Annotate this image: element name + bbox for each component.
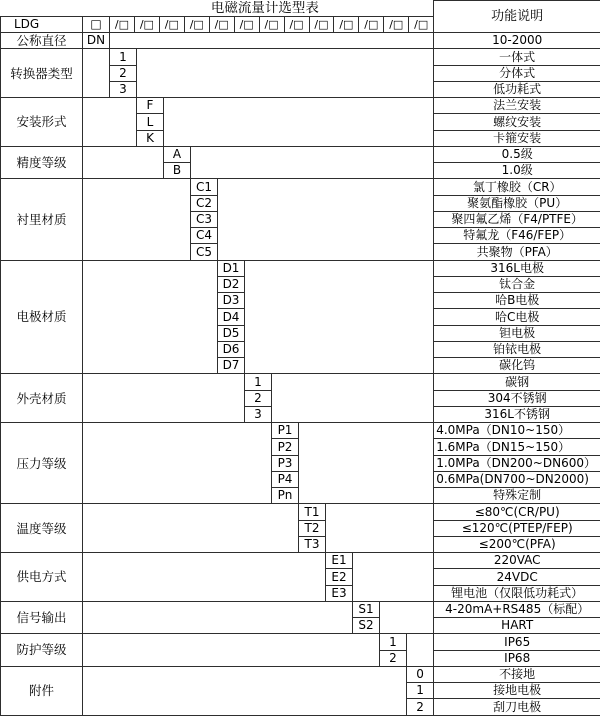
spacer-cell <box>353 553 434 602</box>
category-label: 压力等级 <box>1 423 83 504</box>
description-cell: 法兰安装 <box>434 98 600 114</box>
slash-box: /□ <box>209 17 234 32</box>
code-cell: 2 <box>110 65 137 81</box>
code-cell: Pn <box>272 488 299 504</box>
slash-box: /□ <box>333 17 358 32</box>
code-cell: D7 <box>218 358 245 374</box>
description-cell: 4.0MPa（DN10~150） <box>434 423 600 439</box>
code-cell: S2 <box>353 618 380 634</box>
description-cell: 1.6MPa（DN15~150） <box>434 439 600 455</box>
spacer-cell <box>164 98 434 147</box>
code-cell: D6 <box>218 341 245 357</box>
spacer-cell <box>245 260 434 374</box>
category-label: 衬里材质 <box>1 179 83 260</box>
spacer-cell <box>299 423 434 504</box>
code-cell: P4 <box>272 471 299 487</box>
spacer-cell <box>326 504 434 553</box>
spacer-cell <box>83 666 407 715</box>
description-cell: 卡箍安装 <box>434 130 600 146</box>
code-cell: F <box>137 98 164 114</box>
code-cell: P1 <box>272 423 299 439</box>
code-cell: 3 <box>245 406 272 422</box>
description-cell: ≤80℃(CR/PU) <box>434 504 600 520</box>
code-cell: D3 <box>218 293 245 309</box>
description-cell: ≤200℃(PFA) <box>434 536 600 552</box>
spacer-cell <box>83 504 299 553</box>
code-cell: D2 <box>218 276 245 292</box>
spacer-cell <box>110 33 434 49</box>
dn-code-box: □ <box>83 16 110 32</box>
slash-box: /□ <box>114 17 130 31</box>
description-cell: 316L电极 <box>434 260 600 276</box>
slash-box: /□ <box>284 17 309 32</box>
category-label: 外壳材质 <box>1 374 83 423</box>
description-cell: 聚氨酯橡胶（PU） <box>434 195 600 211</box>
description-cell: 锂电池（仅限低功耗式） <box>434 585 600 601</box>
spacer-cell <box>407 634 434 667</box>
category-label: 公称直径 <box>1 33 83 49</box>
model-prefix: LDG <box>1 16 83 32</box>
category-label: 附件 <box>1 666 83 715</box>
slash-box: /□ <box>358 17 383 32</box>
code-cell: 0 <box>407 666 434 682</box>
description-cell: 螺纹安装 <box>434 114 600 130</box>
spacer-cell <box>83 634 380 667</box>
code-cell: E3 <box>326 585 353 601</box>
code-cell: C1 <box>191 179 218 195</box>
spacer-cell <box>83 423 272 504</box>
spacer-cell <box>83 553 326 602</box>
code-cell: T2 <box>299 520 326 536</box>
description-cell: 哈B电极 <box>434 293 600 309</box>
description-cell: 一体式 <box>434 49 600 65</box>
function-header: 功能说明 <box>434 1 600 33</box>
code-cell: L <box>137 114 164 130</box>
description-cell: 316L不锈钢 <box>434 406 600 422</box>
description-cell: 4-20mA+RS485（标配） <box>434 601 600 617</box>
description-cell: 碳钢 <box>434 374 600 390</box>
code-cell: P3 <box>272 455 299 471</box>
description-cell: HART <box>434 618 600 634</box>
code-boxes-row <box>110 16 434 32</box>
code-cell: C5 <box>191 244 218 260</box>
description-cell: 钛合金 <box>434 276 600 292</box>
slash-box: /□ <box>234 17 259 32</box>
spacer-cell <box>137 49 434 98</box>
spacer-cell <box>83 49 110 98</box>
description-cell: 304不锈钢 <box>434 390 600 406</box>
code-cell: 3 <box>110 81 137 97</box>
description-cell: 碳化钨 <box>434 358 600 374</box>
slash-box: /□ <box>309 17 334 32</box>
description-cell: 1.0级 <box>434 163 600 179</box>
code-cell: T1 <box>299 504 326 520</box>
spacer-cell <box>83 146 164 179</box>
description-cell: 接地电极 <box>434 683 600 699</box>
spacer-cell <box>218 179 434 260</box>
code-boxes <box>110 17 433 32</box>
description-cell: 钽电极 <box>434 325 600 341</box>
code-cell: D1 <box>218 260 245 276</box>
slash-box: /□ <box>408 17 433 32</box>
description-cell: 0.6MPa(DN700~DN2000) <box>434 471 600 487</box>
code-cell: D4 <box>218 309 245 325</box>
table-title: 电磁流量计选型表 <box>1 1 434 17</box>
description-cell: 1.0MPa（DN200~DN600） <box>434 455 600 471</box>
description-cell: 铂铱电极 <box>434 341 600 357</box>
category-label: 温度等级 <box>1 504 83 553</box>
description-cell: IP68 <box>434 650 600 666</box>
code-cell: S1 <box>353 601 380 617</box>
spacer-cell <box>191 146 434 179</box>
category-label: 防护等级 <box>1 634 83 667</box>
description-cell: 聚四氟乙烯（F4/PTFE） <box>434 211 600 227</box>
category-label: 转换器类型 <box>1 49 83 98</box>
code-cell: E2 <box>326 569 353 585</box>
description-cell: 特氟龙（F46/FEP） <box>434 228 600 244</box>
code-cell: K <box>137 130 164 146</box>
code-cell: 2 <box>380 650 407 666</box>
description-cell: 氯丁橡胶（CR） <box>434 179 600 195</box>
code-cell: C4 <box>191 228 218 244</box>
category-label: 安装形式 <box>1 98 83 147</box>
description-cell: 哈C电极 <box>434 309 600 325</box>
description-cell: 10-2000 <box>434 33 600 49</box>
spacer-cell <box>83 98 137 147</box>
description-cell: 刮刀电极 <box>434 699 600 716</box>
spacer-cell <box>83 179 191 260</box>
category-label: 供电方式 <box>1 553 83 602</box>
slash-box: /□ <box>259 17 284 32</box>
code-cell: 1 <box>245 374 272 390</box>
code-cell: A <box>164 146 191 162</box>
code-cell: DN <box>83 33 110 49</box>
code-cell: 1 <box>380 634 407 650</box>
slash-box: /□ <box>159 17 184 32</box>
code-cell: 2 <box>245 390 272 406</box>
slash-box: /□ <box>383 17 408 32</box>
description-cell: IP65 <box>434 634 600 650</box>
code-cell: E1 <box>326 553 353 569</box>
code-cell: 1 <box>110 49 137 65</box>
description-cell: 24VDC <box>434 569 600 585</box>
code-cell: C2 <box>191 195 218 211</box>
description-cell: 特殊定制 <box>434 488 600 504</box>
code-cell: D5 <box>218 325 245 341</box>
spacer-cell <box>83 374 245 423</box>
code-cell: 2 <box>407 699 434 716</box>
slash-box: /□ <box>184 17 209 32</box>
description-cell: ≤120℃(PTEP/FEP) <box>434 520 600 536</box>
code-cell: B <box>164 163 191 179</box>
spacer-cell <box>272 374 434 423</box>
spacer-cell <box>83 260 218 374</box>
code-cell: P2 <box>272 439 299 455</box>
description-cell: 0.5级 <box>434 146 600 162</box>
spacer-cell <box>380 601 434 634</box>
description-cell: 220VAC <box>434 553 600 569</box>
description-cell: 低功耗式 <box>434 81 600 97</box>
category-label: 精度等级 <box>1 146 83 179</box>
code-cell: C3 <box>191 211 218 227</box>
description-cell: 分体式 <box>434 65 600 81</box>
spacer-cell <box>83 601 353 634</box>
description-cell: 共聚物（PFA） <box>434 244 600 260</box>
code-cell: 1 <box>407 683 434 699</box>
category-label: 电极材质 <box>1 260 83 374</box>
code-cell: T3 <box>299 536 326 552</box>
slash-box: /□ <box>134 17 159 32</box>
description-cell: 不接地 <box>434 666 600 682</box>
category-label: 信号输出 <box>1 601 83 634</box>
